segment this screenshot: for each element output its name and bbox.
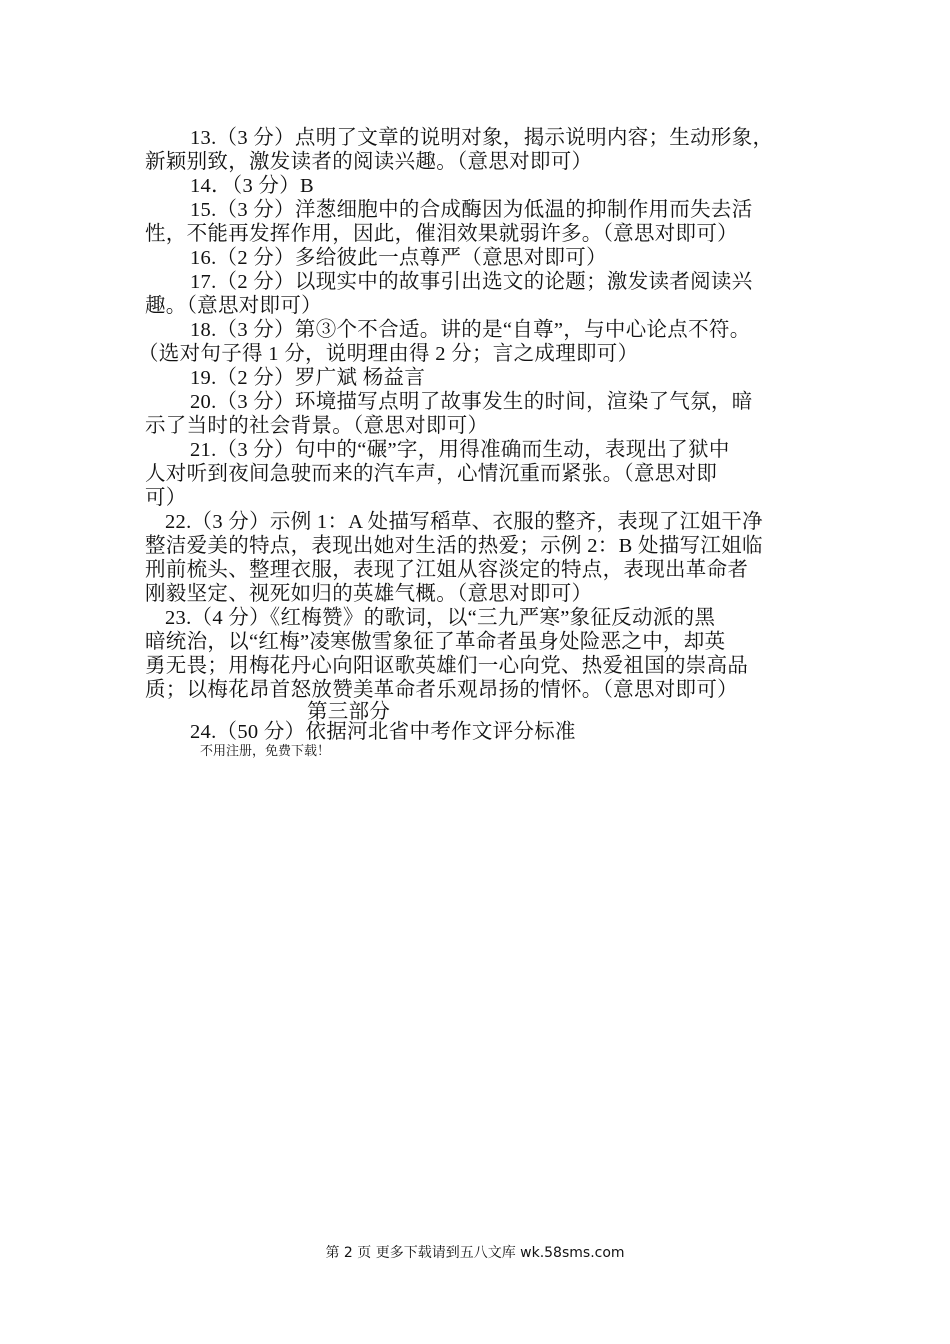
answer-21-line-1: 21.（3 分）句中的“碾”字，用得准确而生动，表现出了狱中 — [190, 439, 730, 461]
answer-20-line-2: 示了当时的社会背景。（意思对即可） — [145, 415, 489, 437]
answer-22-line-2: 整洁爱美的特点，表现出她对生活的热爱；示例 2：B 处描写江姐临 — [145, 535, 763, 557]
answer-14: 14．（3 分）B — [190, 175, 314, 197]
answer-22-line-1: 22.（3 分）示例 1：A 处描写稻草、衣服的整齐，表现了江姐干净 — [165, 511, 763, 533]
answer-18-line-2: （选对句子得 1 分，说明理由得 2 分；言之成理即可） — [138, 343, 639, 365]
answer-15-line-2: 性，不能再发挥作用，因此，催泪效果就弱许多。（意思对即可） — [145, 223, 738, 245]
answer-13-line-1: 13.（3 分）点明了文章的说明对象，揭示说明内容；生动形象， — [190, 127, 774, 149]
answer-23-line-3: 勇无畏；用梅花丹心向阳讴歌英雄们一心向党、热爱祖国的崇高品 — [145, 655, 749, 677]
answer-21-line-2: 人对听到夜间急驶而来的汽车声，心情沉重而紧张。（意思对即 — [145, 463, 718, 485]
answer-20-line-1: 20.（3 分）环境描写点明了故事发生的时间，渲染了气氛，暗 — [190, 391, 753, 413]
answer-17-line-2: 趣。（意思对即可） — [145, 295, 322, 317]
answer-16: 16.（2 分）多给彼此一点尊严（意思对即可） — [190, 247, 607, 269]
answer-18-line-1: 18.（3 分）第③个不合适。讲的是“自尊”，与中心论点不符。 — [190, 319, 751, 341]
answer-19: 19.（2 分）罗广斌 杨益言 — [190, 367, 426, 389]
answer-17-line-1: 17.（2 分）以现实中的故事引出选文的论题；激发读者阅读兴 — [190, 271, 753, 293]
answer-24: 24.（50 分）依据河北省中考作文评分标准 — [190, 721, 576, 743]
answer-23-line-4: 质；以梅花昂首怒放赞美革命者乐观昂扬的情怀。（意思对即可） — [145, 679, 738, 701]
free-download-note: 不用注册，免费下载！ — [200, 744, 331, 759]
answer-22-line-4: 刚毅坚定、视死如归的英雄气概。（意思对即可） — [145, 583, 593, 605]
answer-13-line-2: 新颖别致，激发读者的阅读兴趣。（意思对即可） — [145, 151, 593, 173]
page-footer: 第 2 页 更多下载请到五八文库 wk.58sms.com — [325, 1245, 625, 1261]
answer-23-line-2: 暗统治，以“红梅”凌寒傲雪象征了革命者虽身处险恶之中，却英 — [145, 631, 726, 653]
answer-21-line-3: 可） — [145, 487, 187, 509]
answer-23-line-1: 23.（4 分）《红梅赞》的歌词，以“三九严寒”象征反动派的黑 — [165, 607, 716, 629]
section-heading-part-three: 第三部分 — [307, 701, 391, 723]
answer-22-line-3: 刑前梳头、整理衣服，表现了江姐从容淡定的特点，表现出革命者 — [145, 559, 749, 581]
answer-15-line-1: 15.（3 分）洋葱细胞中的合成酶因为低温的抑制作用而失去活 — [190, 199, 753, 221]
